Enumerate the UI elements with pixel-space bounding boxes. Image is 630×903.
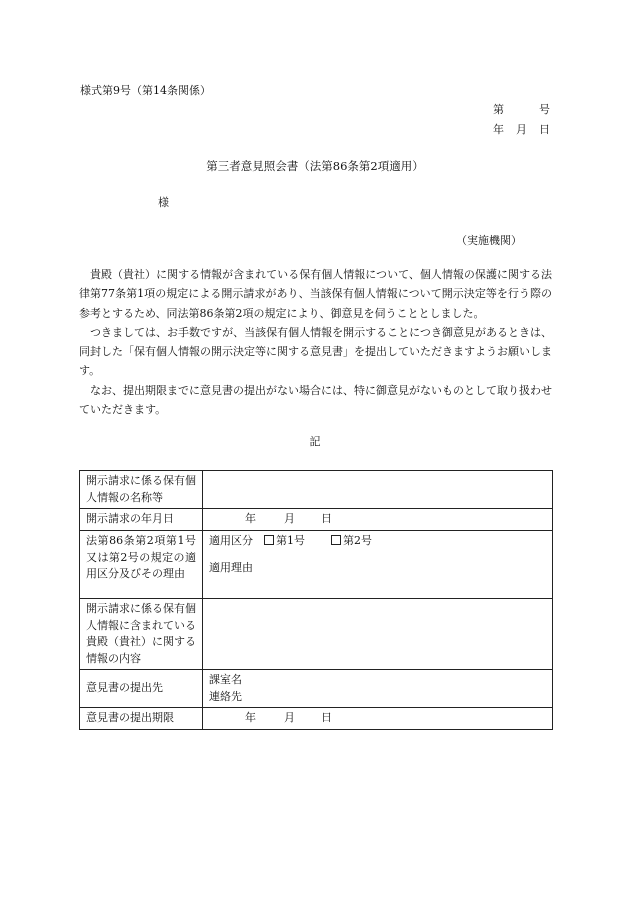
doc-no-prefix: 第 <box>493 103 504 116</box>
row-label: 開示請求に係る保有個人情報の名称等 <box>80 471 203 509</box>
section-name-label: 課室名 <box>209 673 242 686</box>
row-label <box>80 670 203 708</box>
doc-no-suffix: 号 <box>539 103 550 116</box>
details-table <box>79 470 553 730</box>
row-value <box>203 471 553 509</box>
implementing-agency: （実施機関） <box>456 234 522 247</box>
table-row <box>80 708 553 730</box>
contact-label: 連絡先 <box>209 689 242 703</box>
document-title: 第三者意見照会書（法第86条第2項適用） <box>206 159 424 173</box>
deadline-day: 日 <box>321 711 332 724</box>
row-label: 法第86条第2項第1号又は第2号の規定の適用区分及びその理由 <box>80 531 203 599</box>
submission-label: 意見書の提出先 <box>86 681 163 695</box>
table-row <box>80 531 553 599</box>
row-label: 開示請求に係る保有個人情報に含まれている貴殿（貴社）に関する情報の内容 <box>80 599 203 670</box>
date-day: 日 <box>539 123 550 136</box>
checkbox-option-1[interactable] <box>264 535 274 545</box>
deadline-year: 年 <box>245 711 256 724</box>
table-row <box>80 471 553 509</box>
row-value <box>203 531 553 599</box>
option-2-label: 第2号 <box>343 534 372 547</box>
option-1-label: 第1号 <box>276 534 305 547</box>
body-paragraph-2: つきましては、お手数ですが、当該保有個人情報を開示することにつき御意見があるときは、同封した「保有個人情報の開示決定等に関する意見書」を提出していただきますようお願いします。 <box>79 325 552 378</box>
category-line <box>209 533 546 550</box>
deadline-month: 月 <box>284 711 295 724</box>
row-label: 意見書の提出期限 <box>80 708 203 730</box>
body-paragraph-3: なお、提出期限までに意見書の提出がない場合には、特に御意見がないものとして取り扱わせていただきます。 <box>79 383 552 417</box>
form-number: 様式第9号（第14条関係） <box>80 84 211 97</box>
table-row <box>80 509 553 531</box>
date-year: 年 <box>493 123 504 136</box>
request-date <box>203 509 553 531</box>
category-label: 適用区分 <box>209 534 253 547</box>
body-text <box>79 265 552 419</box>
table-row <box>80 670 553 708</box>
ki-heading: 記 <box>309 435 321 448</box>
addressee-suffix: 様 <box>158 196 169 209</box>
table-row <box>80 599 553 670</box>
request-year: 年 <box>245 512 256 525</box>
request-month: 月 <box>284 512 295 525</box>
body-paragraph-1: 貴殿（貴社）に関する情報が含まれている保有個人情報について、個人情報の保護に関する法律第77条第1項の規定による開示請求があり、当該保有個人情報について開示決定等を行う際の参考とするため、同法第86条第2項の規定により、御意見を伺うこととしました。 <box>79 268 552 320</box>
date-month: 月 <box>516 123 527 136</box>
row-value <box>203 670 553 708</box>
deadline-date <box>203 708 553 730</box>
reason-label: 適用理由 <box>209 560 253 574</box>
request-day: 日 <box>321 512 332 525</box>
row-value <box>203 599 553 670</box>
row-label: 開示請求の年月日 <box>80 509 203 531</box>
checkbox-option-2[interactable] <box>331 535 341 545</box>
